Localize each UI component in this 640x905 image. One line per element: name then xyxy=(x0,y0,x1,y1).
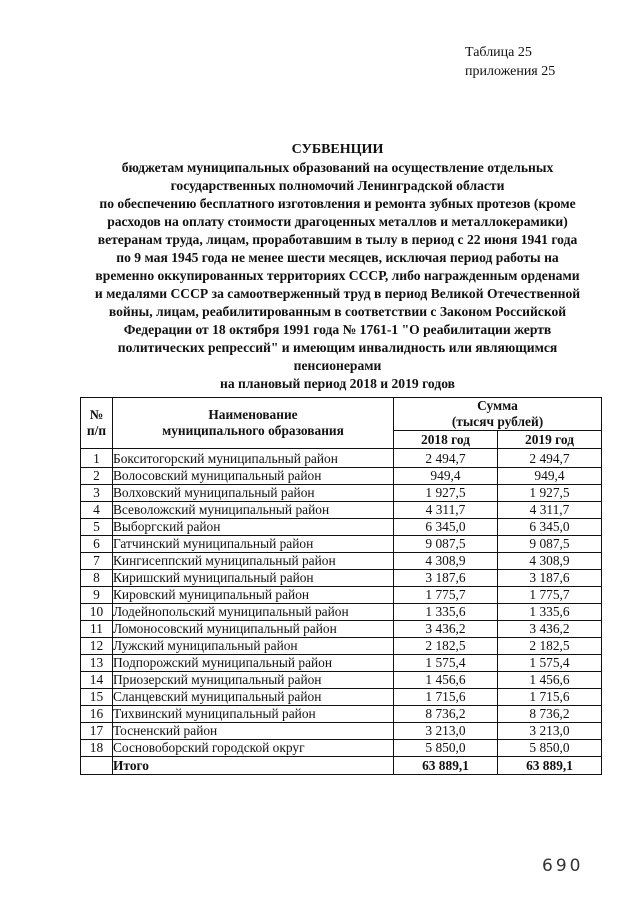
total-label: Итого xyxy=(113,757,394,775)
title-line: расходов на оплату стоимости драгоценных металлов и металлокерамики) xyxy=(107,214,568,229)
row-value-2019: 1 575,4 xyxy=(498,655,602,672)
title-line: бюджетам муниципальных образований на осуществление отдельных xyxy=(121,160,554,175)
row-value-2019: 2 182,5 xyxy=(498,638,602,655)
row-name: Волховский муниципальный район xyxy=(113,485,394,502)
row-name: Волосовский муниципальный район xyxy=(113,468,394,485)
row-value-2018: 8 736,2 xyxy=(394,706,498,723)
table-row xyxy=(81,604,602,621)
row-number: 10 xyxy=(81,604,113,621)
row-value-2018: 2 182,5 xyxy=(394,638,498,655)
subvention-table xyxy=(80,397,602,775)
row-value-2019: 5 850,0 xyxy=(498,740,602,757)
row-value-2019: 9 087,5 xyxy=(498,536,602,553)
row-number: 2 xyxy=(81,468,113,485)
table-number: Таблица 25 xyxy=(465,45,532,60)
row-value-2018: 1 927,5 xyxy=(394,485,498,502)
row-number: 3 xyxy=(81,485,113,502)
row-value-2018: 1 456,6 xyxy=(394,672,498,689)
table-row xyxy=(81,655,602,672)
table-row xyxy=(81,638,602,655)
row-number: 18 xyxy=(81,740,113,757)
row-number: 7 xyxy=(81,553,113,570)
table-row xyxy=(81,502,602,519)
row-value-2019: 8 736,2 xyxy=(498,706,602,723)
total-number-cell xyxy=(81,757,113,775)
row-name: Лодейнопольский муниципальный район xyxy=(113,604,394,621)
row-value-2018: 9 087,5 xyxy=(394,536,498,553)
row-name: Киришский муниципальный район xyxy=(113,570,394,587)
table-reference xyxy=(465,43,555,81)
title-line: государственных полномочий Ленинградской области xyxy=(170,178,505,193)
row-name: Сланцевский муниципальный район xyxy=(113,689,394,706)
title-line: войны, лицам, реабилитированным в соответствии с Законом Российской xyxy=(108,304,567,319)
title-line: ветеранам труда, лицам, проработавшим в тылу в период с 22 июня 1941 года xyxy=(97,232,578,247)
row-value-2018: 4 311,7 xyxy=(394,502,498,519)
row-number: 15 xyxy=(81,689,113,706)
table-row xyxy=(81,519,602,536)
row-value-2018: 2 494,7 xyxy=(394,449,498,468)
title-line: по 9 мая 1945 года не менее шести месяцев, исключая период работы на xyxy=(116,250,559,265)
row-value-2019: 949,4 xyxy=(498,468,602,485)
row-name: Лужский муниципальный район xyxy=(113,638,394,655)
row-value-2018: 6 345,0 xyxy=(394,519,498,536)
title-line: на плановый период 2018 и 2019 годов xyxy=(219,376,456,391)
row-name: Гатчинский муниципальный район xyxy=(113,536,394,553)
row-name: Кировский муниципальный район xyxy=(113,587,394,604)
table-row xyxy=(81,536,602,553)
table-row xyxy=(81,672,602,689)
table-row xyxy=(81,587,602,604)
title-line: политических репрессий" и имеющим инвалидность или являющимся xyxy=(117,340,558,355)
row-value-2018: 1 335,6 xyxy=(394,604,498,621)
row-value-2018: 949,4 xyxy=(394,468,498,485)
row-name: Подпорожский муниципальный район xyxy=(113,655,394,672)
total-value-2019: 63 889,1 xyxy=(498,757,602,775)
row-number: 16 xyxy=(81,706,113,723)
row-value-2019: 3 187,6 xyxy=(498,570,602,587)
page-number-stamp: 690 xyxy=(542,856,584,876)
header-sum-line2: (тысяч рублей) xyxy=(451,414,544,429)
row-name: Кингисеппский муниципальный район xyxy=(113,553,394,570)
row-number: 9 xyxy=(81,587,113,604)
row-value-2018: 1 575,4 xyxy=(394,655,498,672)
row-value-2019: 1 335,6 xyxy=(498,604,602,621)
row-name: Всеволожский муниципальный район xyxy=(113,502,394,519)
row-value-2019: 4 311,7 xyxy=(498,502,602,519)
row-value-2019: 2 494,7 xyxy=(498,449,602,468)
row-name: Сосновоборский городской округ xyxy=(113,740,394,757)
table-row xyxy=(81,621,602,638)
row-value-2019: 6 345,0 xyxy=(498,519,602,536)
row-name: Тосненский район xyxy=(113,723,394,740)
header-name-line1: Наименование xyxy=(208,407,298,422)
row-value-2018: 4 308,9 xyxy=(394,553,498,570)
header-number-line2: п/п xyxy=(86,423,107,438)
row-number: 17 xyxy=(81,723,113,740)
table-row xyxy=(81,553,602,570)
table-row xyxy=(81,740,602,757)
title-line: и медалями СССР за самоотверженный труд в период Великой Отечественной xyxy=(94,286,581,301)
header-sum-line1: Сумма xyxy=(477,398,518,413)
row-number: 5 xyxy=(81,519,113,536)
table-row xyxy=(81,570,602,587)
row-value-2018: 1 715,6 xyxy=(394,689,498,706)
row-value-2019: 3 436,2 xyxy=(498,621,602,638)
title-line: по обеспечению бесплатного изготовления и ремонта зубных протезов (кроме xyxy=(99,196,576,211)
header-sum xyxy=(394,398,602,431)
row-value-2018: 3 187,6 xyxy=(394,570,498,587)
row-number: 12 xyxy=(81,638,113,655)
header-number xyxy=(81,398,113,449)
table-row xyxy=(81,689,602,706)
table-row xyxy=(81,485,602,502)
title-line: пенсионерами xyxy=(293,358,382,373)
row-value-2019: 3 213,0 xyxy=(498,723,602,740)
header-year-2018: 2018 год xyxy=(394,431,498,449)
title-line: Федерации от 18 октября 1991 года № 1761-1 "О реабилитации жертв xyxy=(123,322,552,337)
row-name: Выборгский район xyxy=(113,519,394,536)
header-name-line2: муниципального образования xyxy=(162,423,344,438)
row-number: 14 xyxy=(81,672,113,689)
row-name: Бокситогорский муниципальный район xyxy=(113,449,394,468)
title-line: временно оккупированных территориях СССР, либо награжденным орденами xyxy=(95,268,580,283)
header-year-2019: 2019 год xyxy=(498,431,602,449)
row-value-2019: 1 927,5 xyxy=(498,485,602,502)
row-number: 8 xyxy=(81,570,113,587)
table-row xyxy=(81,723,602,740)
row-number: 4 xyxy=(81,502,113,519)
row-number: 13 xyxy=(81,655,113,672)
total-value-2018: 63 889,1 xyxy=(394,757,498,775)
title-heading: СУБВЕНЦИИ xyxy=(291,142,384,157)
table-row xyxy=(81,706,602,723)
table-row xyxy=(81,449,602,468)
row-name: Приозерский муниципальный район xyxy=(113,672,394,689)
row-value-2019: 4 308,9 xyxy=(498,553,602,570)
row-number: 1 xyxy=(81,449,113,468)
row-number: 11 xyxy=(81,621,113,638)
row-name: Ломоносовский муниципальный район xyxy=(113,621,394,638)
row-name: Тихвинский муниципальный район xyxy=(113,706,394,723)
row-value-2019: 1 456,6 xyxy=(498,672,602,689)
row-value-2018: 1 775,7 xyxy=(394,587,498,604)
row-value-2019: 1 715,6 xyxy=(498,689,602,706)
row-value-2018: 5 850,0 xyxy=(394,740,498,757)
row-number: 6 xyxy=(81,536,113,553)
row-value-2019: 1 775,7 xyxy=(498,587,602,604)
document-title xyxy=(55,141,620,393)
row-value-2018: 3 436,2 xyxy=(394,621,498,638)
header-number-line1: № xyxy=(89,407,104,422)
row-value-2018: 3 213,0 xyxy=(394,723,498,740)
header-name xyxy=(113,398,394,449)
appendix-number: приложения 25 xyxy=(465,64,556,79)
table-row xyxy=(81,468,602,485)
total-row xyxy=(81,757,602,775)
